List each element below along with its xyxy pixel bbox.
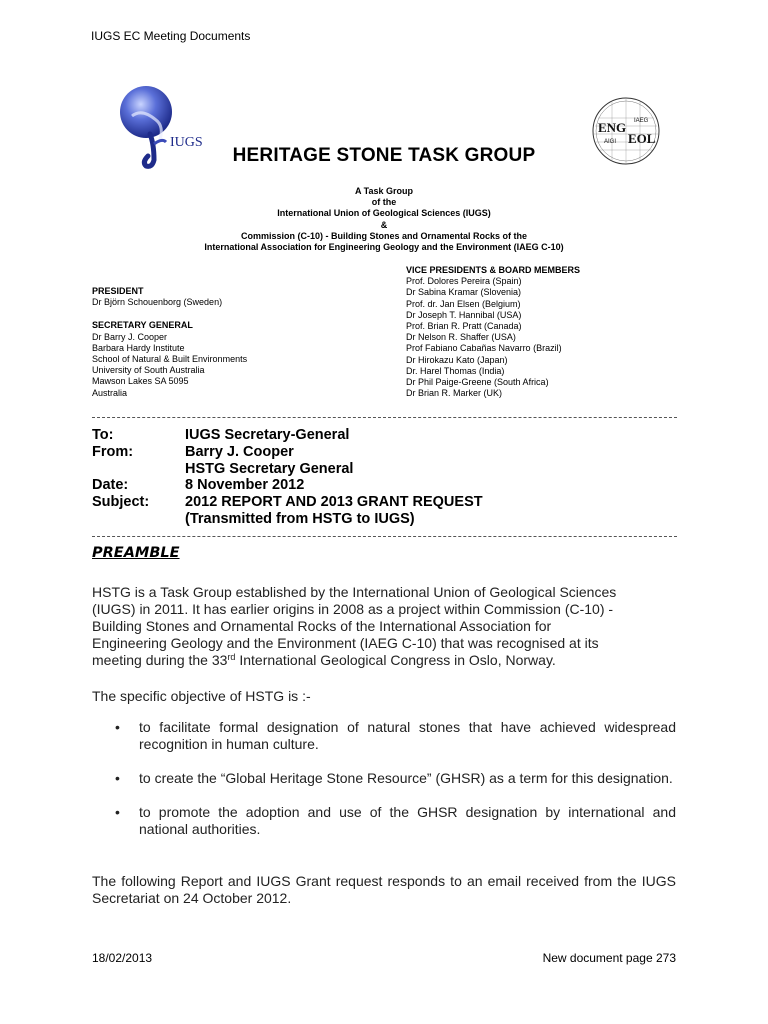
paragraph-line: HSTG is a Task Group established by the International Union of Geological Sciences xyxy=(92,584,617,600)
paragraph-line: meeting during the 33rd International Geological Congress in Oslo, Norway. xyxy=(92,652,556,668)
svg-text:ENG: ENG xyxy=(598,120,627,135)
memo-to-label: To: xyxy=(92,427,114,443)
memo-date-row xyxy=(92,477,483,494)
secretary-general-line: Australia xyxy=(92,387,128,398)
subtitle-line: International Association for Engineering Geology and the Environment (IAEG C-10) xyxy=(204,242,564,253)
paragraph-line: Engineering Geology and the Environment (IAEG C-10) that was recognised at its xyxy=(92,635,599,651)
closing-paragraph: The following Report and IUGS Grant request responds to an email received from the IUGS Secretariat on 24 October 2012. xyxy=(92,873,676,906)
memo-to-value: IUGS Secretary-General xyxy=(185,427,350,443)
vice-president-member: Dr Nelson R. Shaffer (USA) xyxy=(406,332,516,343)
memo-from-label: From: xyxy=(92,443,134,460)
list-item: • to create the “Global Heritage Stone Resource” (GHSR) as a term for this designation. xyxy=(92,770,676,787)
svg-text:EOL: EOL xyxy=(628,131,656,146)
footer-page-number: New document page 273 xyxy=(542,951,676,965)
memo-subject-row-2 xyxy=(92,511,483,528)
secretary-general-line: Dr Barry J. Cooper xyxy=(92,331,168,342)
subtitle-line: & xyxy=(380,219,388,230)
memo-from-value: Barry J. Cooper xyxy=(185,443,294,460)
memo-to-row xyxy=(92,427,483,444)
preamble-heading: PREAMBLE xyxy=(92,545,180,561)
memo-subject-note: (Transmitted from HSTG to IUGS) xyxy=(185,510,415,527)
divider-bottom xyxy=(92,536,677,537)
vice-president-member: Dr Hirokazu Kato (Japan) xyxy=(406,354,508,365)
objective-intro: The specific objective of HSTG is :- xyxy=(92,688,311,704)
vice-presidents-column xyxy=(406,265,706,399)
vice-president-member: Dr. Harel Thomas (India) xyxy=(406,365,505,376)
memo-subject-row xyxy=(92,494,483,511)
paragraph-line: (IUGS) in 2011. It has earlier origins in 2008 as a project within Commission (C-10) - xyxy=(92,601,614,617)
subtitle-line: Commission (C-10) - Building Stones and Ornamental Rocks of the xyxy=(240,230,528,241)
preamble-paragraph xyxy=(92,584,676,669)
vice-president-member: Dr Sabina Kramar (Slovenia) xyxy=(406,287,522,298)
vice-president-member: Prof Fabiano Cabañas Navarro (Brazil) xyxy=(406,343,562,354)
memo-header xyxy=(92,427,483,528)
officers-column xyxy=(92,286,392,399)
divider-top xyxy=(92,417,677,418)
objectives-list xyxy=(92,719,676,855)
president-name: Dr Björn Schouenborg (Sweden) xyxy=(92,297,223,308)
secretary-general-line: Barbara Hardy Institute xyxy=(92,342,185,353)
subtitle-line: International Union of Geological Sciences (IUGS) xyxy=(277,208,491,219)
secretary-general-line: Mawson Lakes SA 5095 xyxy=(92,376,189,387)
vice-president-member: Dr Phil Paige-Greene (South Africa) xyxy=(406,377,549,388)
vice-president-member: Dr Brian R. Marker (UK) xyxy=(406,388,503,399)
vice-president-member: Dr Joseph T. Hannibal (USA) xyxy=(406,309,522,320)
memo-date-value: 8 November 2012 xyxy=(185,477,305,494)
memo-from-title: HSTG Secretary General xyxy=(185,460,354,477)
secretary-general-line: School of Natural & Built Environments xyxy=(92,354,248,365)
footer-date: 18/02/2013 xyxy=(92,951,153,965)
memo-from-row-2 xyxy=(92,461,483,478)
memo-from-row xyxy=(92,444,483,461)
memo-subject-value: 2012 REPORT AND 2013 GRANT REQUEST xyxy=(185,494,483,511)
memo-subject-label: Subject: xyxy=(92,494,150,511)
vice-president-member: Prof. Brian R. Pratt (Canada) xyxy=(406,321,522,332)
paragraph-line: Building Stones and Ornamental Rocks of the International Association for xyxy=(92,618,552,634)
running-header: IUGS EC Meeting Documents xyxy=(91,29,251,43)
list-item: • to promote the adoption and use of the GHSR designation by international and national authorities. xyxy=(92,804,676,838)
svg-text:AIGI: AIGI xyxy=(604,139,617,145)
vice-president-member: Prof. dr. Jan Elsen (Belgium) xyxy=(406,298,521,309)
svg-text:IAEG: IAEG xyxy=(634,118,649,124)
page-title: HERITAGE STONE TASK GROUP xyxy=(232,145,536,166)
vice-president-member: Prof. Dolores Pereira (Spain) xyxy=(406,276,522,287)
list-item: • to facilitate formal designation of natural stones that have achieved widespread recognition in human culture. xyxy=(92,719,676,753)
secretary-general-heading: SECRETARY GENERAL xyxy=(92,320,193,331)
subtitle-line: A Task Group xyxy=(354,186,413,196)
vice-presidents-heading: VICE PRESIDENTS & BOARD MEMBERS xyxy=(406,265,581,275)
president-heading: PRESIDENT xyxy=(92,286,144,296)
memo-date-label: Date: xyxy=(92,477,129,494)
svg-text:IUGS: IUGS xyxy=(170,135,203,150)
secretary-general-line: University of South Australia xyxy=(92,365,205,376)
subtitle-block xyxy=(0,186,768,253)
subtitle-line: of the xyxy=(371,197,397,208)
